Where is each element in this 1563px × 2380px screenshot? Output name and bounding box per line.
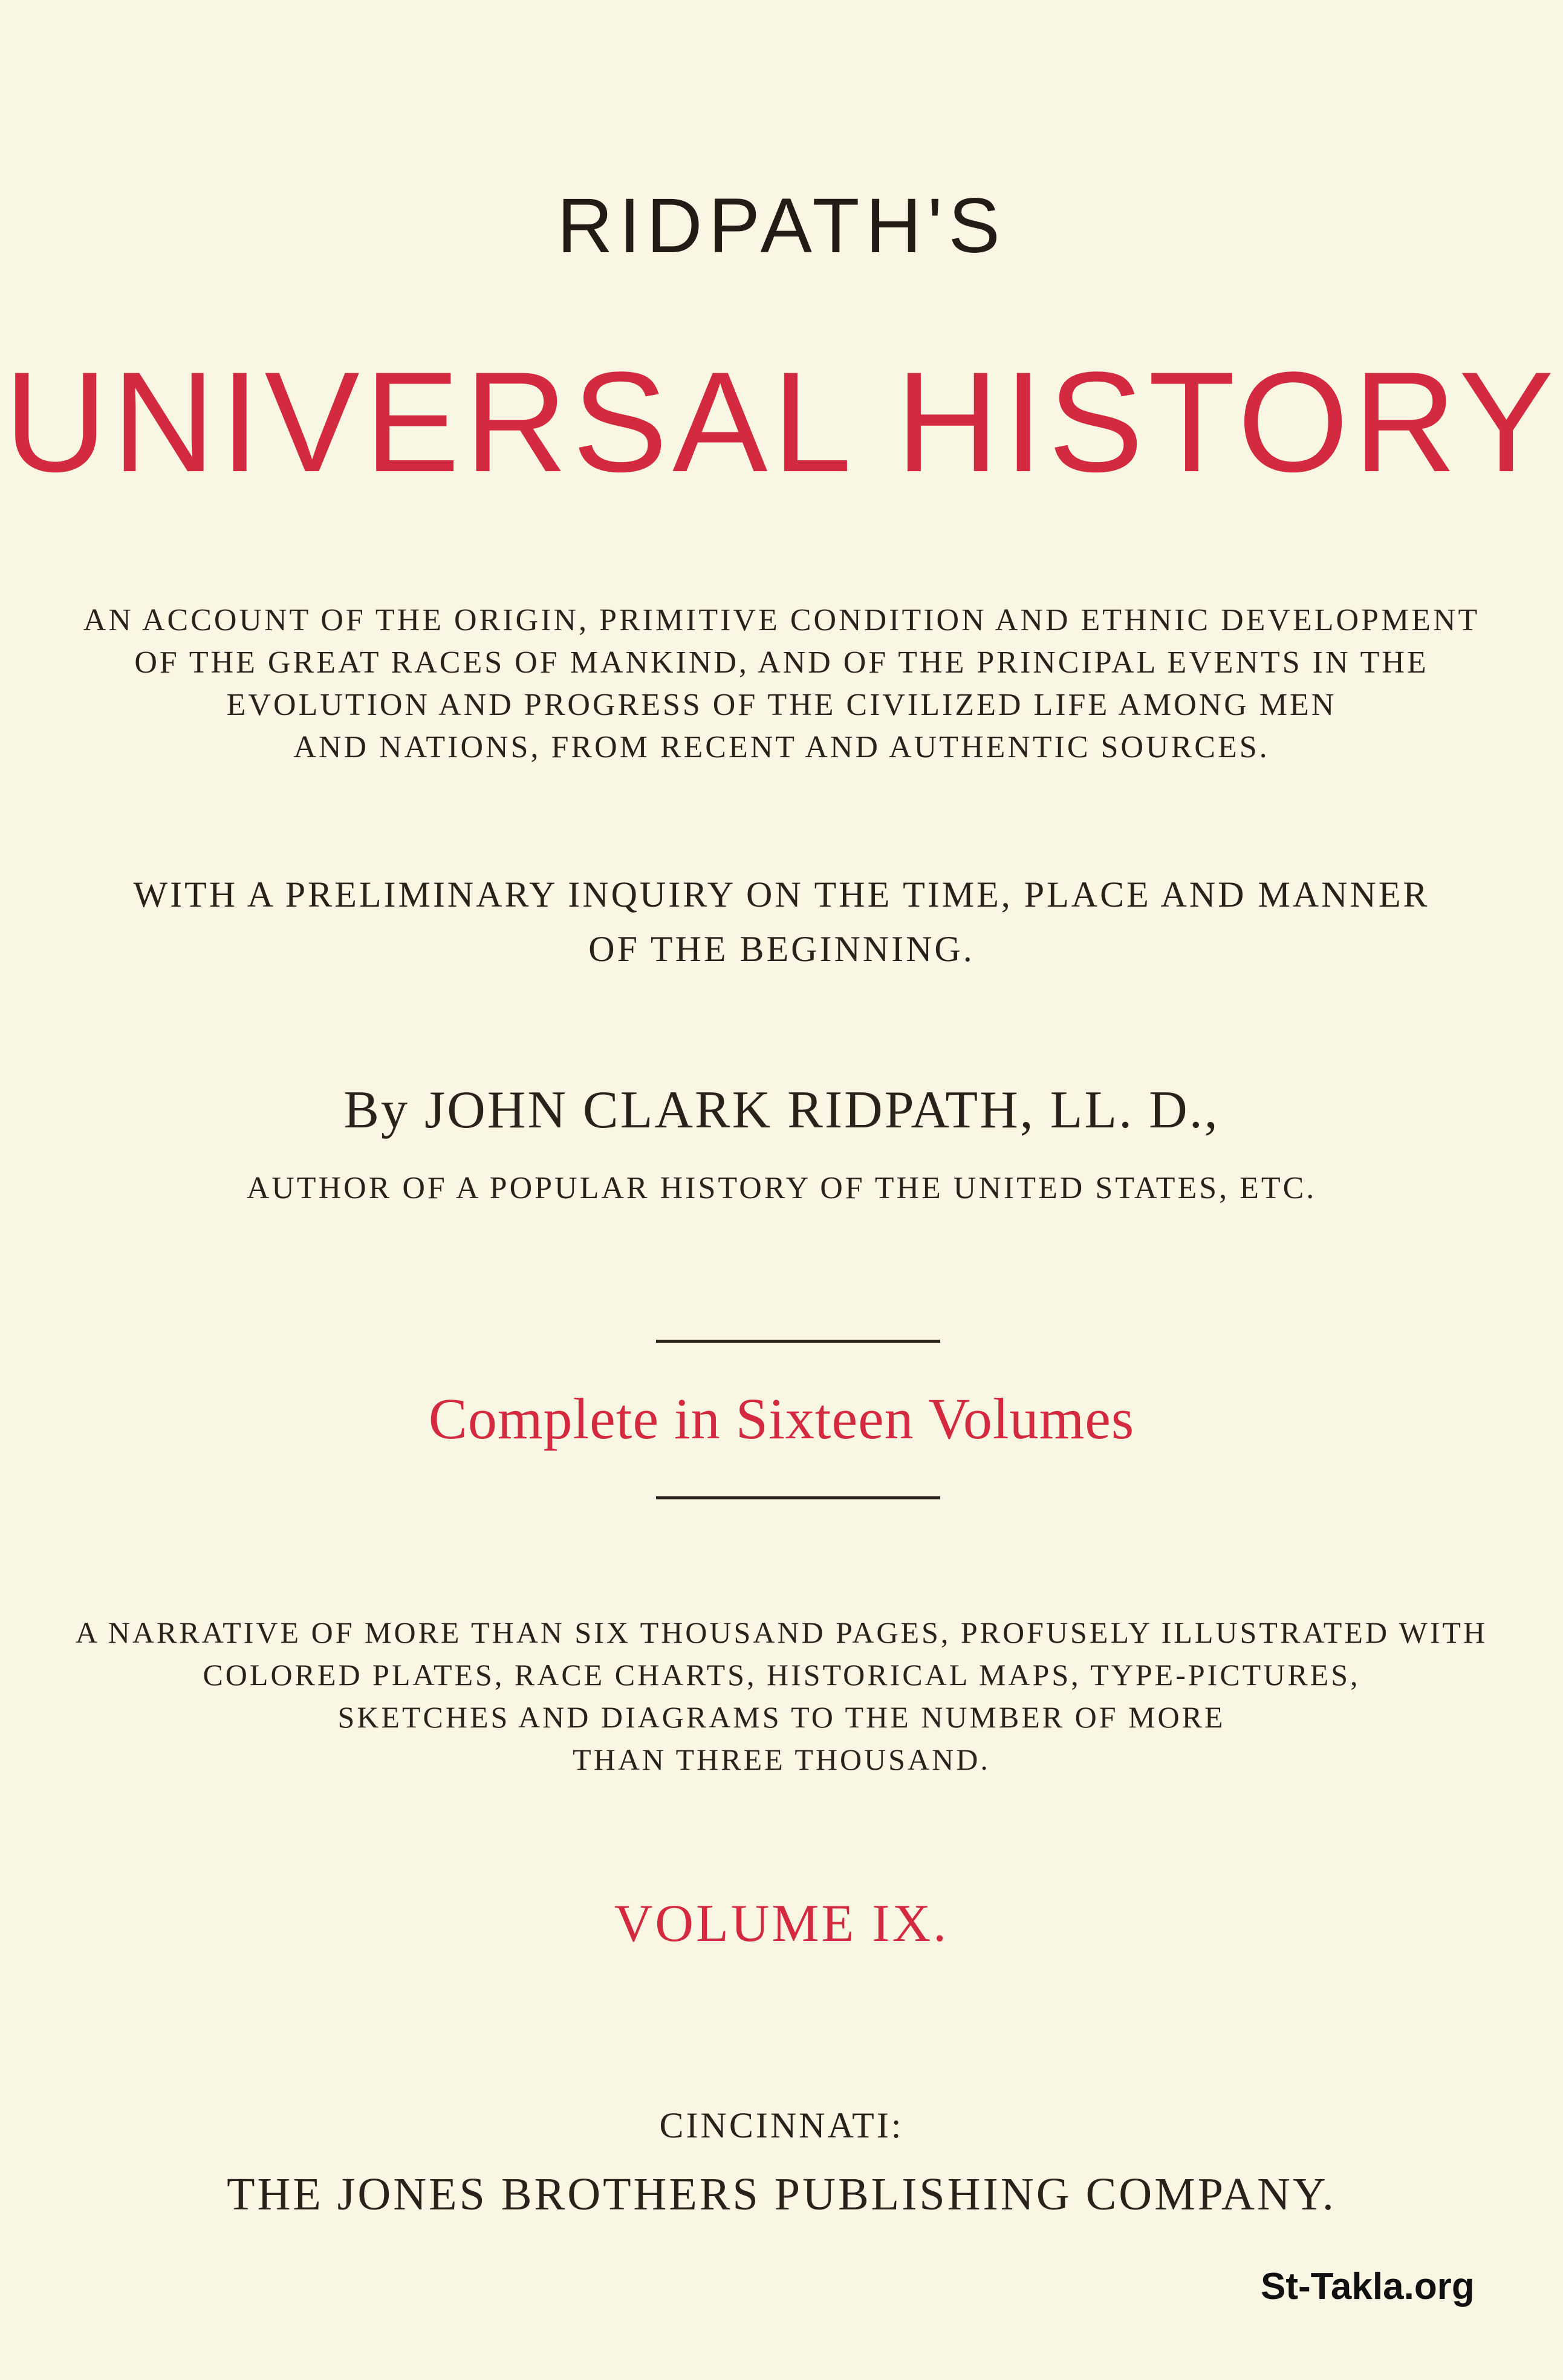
divider-rule-bottom	[656, 1496, 940, 1499]
narrative-line: SKETCHES AND DIAGRAMS TO THE NUMBER OF MORE	[337, 1700, 1226, 1734]
imprint-publisher: THE JONES BROTHERS PUBLISHING COMPANY.	[227, 2169, 1336, 2220]
author-byline: By JOHN CLARK RIDPATH, LL. D.,	[343, 1081, 1220, 1139]
description-line: EVOLUTION AND PROGRESS OF THE CIVILIZED LIFE AMONG MEN	[226, 688, 1337, 722]
imprint-city: CINCINNATI:	[659, 2105, 904, 2145]
author-note: AUTHOR OF A POPULAR HISTORY OF THE UNITED STATES, ETC.	[246, 1171, 1317, 1205]
description-line: OF THE GREAT RACES OF MANKIND, AND OF THE PRINCIPAL EVENTS IN THE	[134, 645, 1429, 680]
volumes-note: Complete in Sixteen Volumes	[428, 1386, 1135, 1451]
inquiry-line: OF THE BEGINNING.	[588, 929, 975, 969]
description-line: AN ACCOUNT OF THE ORIGIN, PRIMITIVE CONDITION AND ETHNIC DEVELOPMENT	[83, 603, 1480, 637]
narrative-line: THAN THREE THOUSAND.	[573, 1743, 990, 1776]
narrative-line: A NARRATIVE OF MORE THAN SIX THOUSAND PAGES, PROFUSELY ILLUSTRATED WITH	[75, 1615, 1488, 1649]
title-main: UNIVERSAL HISTORY	[4, 342, 1559, 502]
title-top: RIDPATH'S	[557, 183, 1006, 269]
narrative-line: COLORED PLATES, RACE CHARTS, HISTORICAL MAPS, TYPE-PICTURES,	[203, 1658, 1360, 1692]
watermark: St-Takla.org	[1261, 2266, 1475, 2307]
volume-label: VOLUME IX.	[614, 1894, 949, 1953]
inquiry-line: WITH A PRELIMINARY INQUIRY ON THE TIME, PLACE AND MANNER	[133, 875, 1430, 915]
description-line: AND NATIONS, FROM RECENT AND AUTHENTIC SOURCES.	[293, 730, 1270, 765]
divider-rule-top	[656, 1340, 940, 1343]
